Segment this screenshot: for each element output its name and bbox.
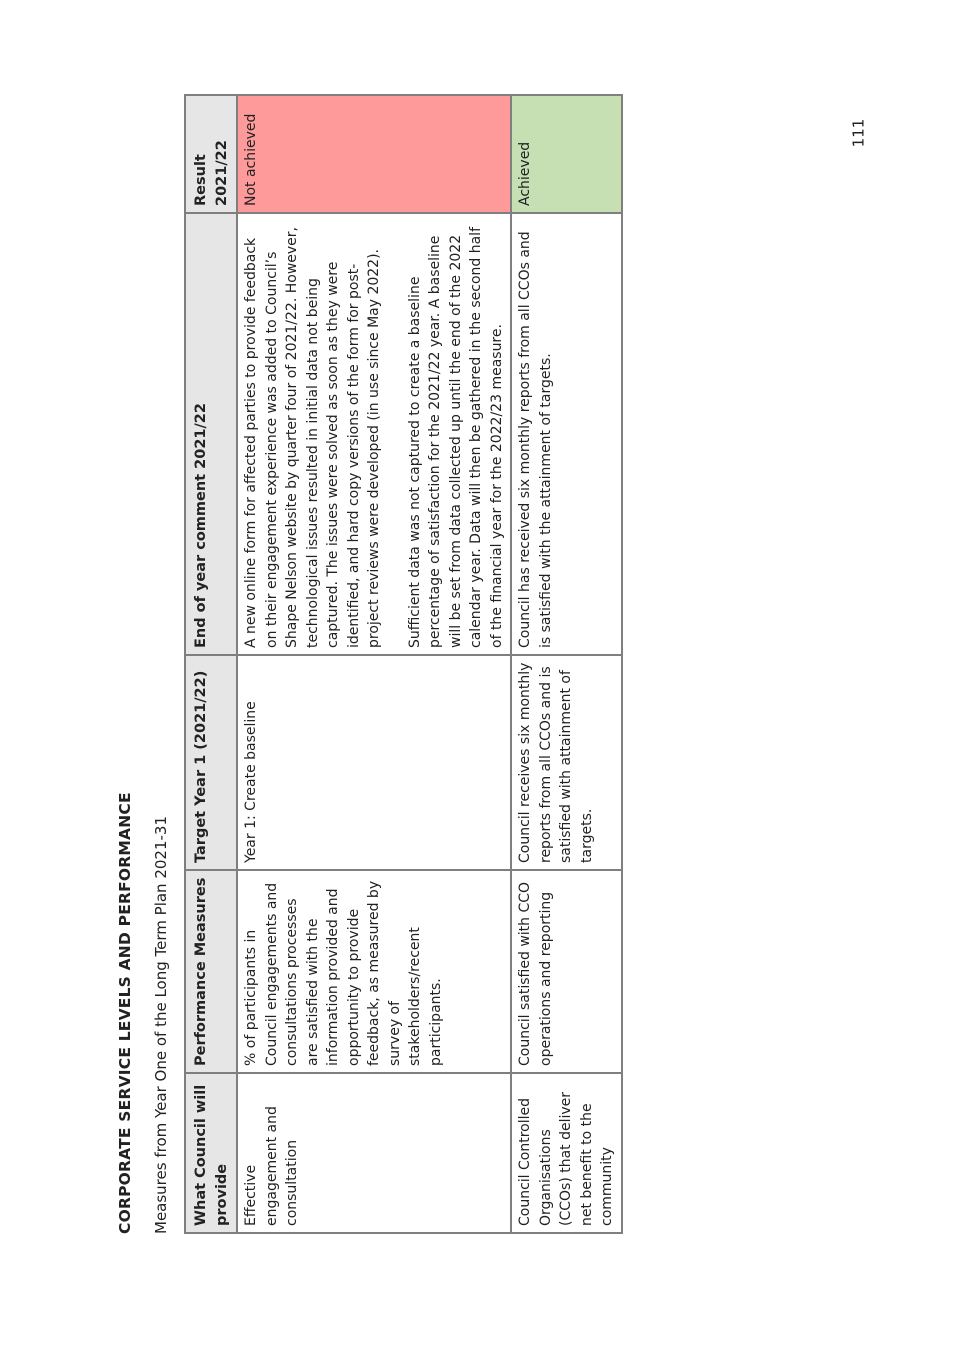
header-result: Result 2021/22 xyxy=(185,95,237,213)
page-heading: CORPORATE SERVICE LEVELS AND PERFORMANCE xyxy=(116,792,134,1234)
header-target-year-1: Target Year 1 (2021/22) xyxy=(185,655,237,870)
cell-result-achieved: Achieved xyxy=(511,95,622,213)
cell-target: Year 1: Create baseline xyxy=(237,655,511,870)
performance-table xyxy=(184,94,623,1234)
cell-measure: Council satisfied with CCO operations and reporting xyxy=(511,870,622,1073)
header-performance-measures: Performance Measures xyxy=(185,870,237,1073)
cell-measure: % of participants in Council engagements and consultations processes are satisfied with the information provided and opportunity to provide feedback, as measured by survey of stakeholders/recent participants. xyxy=(237,870,511,1073)
comment-paragraph: A new online form for affected parties to provide feedback on their engagement experience was added to Council’s Shape Nelson website by quarter four of 2021/22. However, technological issues resulted in initial data not being captured. The issues were solved as soon as they were identified, and hard copy versions of the form for post-project reviews were developed (in use since May 2022). xyxy=(243,227,382,648)
table-row xyxy=(511,95,622,1233)
cell-comment xyxy=(237,213,511,655)
page-number-text: 111 xyxy=(849,118,868,148)
cell-result-not-achieved: Not achieved xyxy=(237,95,511,213)
cell-target: Council receives six monthly reports from all CCOs and is satisfied with attainment of targets. xyxy=(511,655,622,870)
page-number xyxy=(849,114,878,154)
header-what-council-will-provide: What Council will provide xyxy=(185,1073,237,1233)
page-subheading: Measures from Year One of the Long Term Plan 2021-31 xyxy=(152,815,170,1234)
header-end-of-year-comment: End of year comment 2021/22 xyxy=(185,213,237,655)
rotated-page-content xyxy=(100,96,720,1240)
comment-paragraph: Sufficient data was not captured to create a baseline percentage of satisfaction for the 2021/22 year. A baseline will be set from data collected up until the end of the 2022 calendar year. Data will then be gathered in the second half of the financial year for the 2022/23 measure. xyxy=(406,227,505,648)
cell-comment: Council has received six monthly reports from all CCOs and is satisfied with the attainment of targets. xyxy=(511,213,622,655)
table-header-row xyxy=(185,95,237,1233)
cell-provide: Council Controlled Organisations (CCOs) that deliver net benefit to the community xyxy=(511,1073,622,1233)
cell-provide: Effective engagement and consultation xyxy=(237,1073,511,1233)
table-row xyxy=(237,95,511,1233)
